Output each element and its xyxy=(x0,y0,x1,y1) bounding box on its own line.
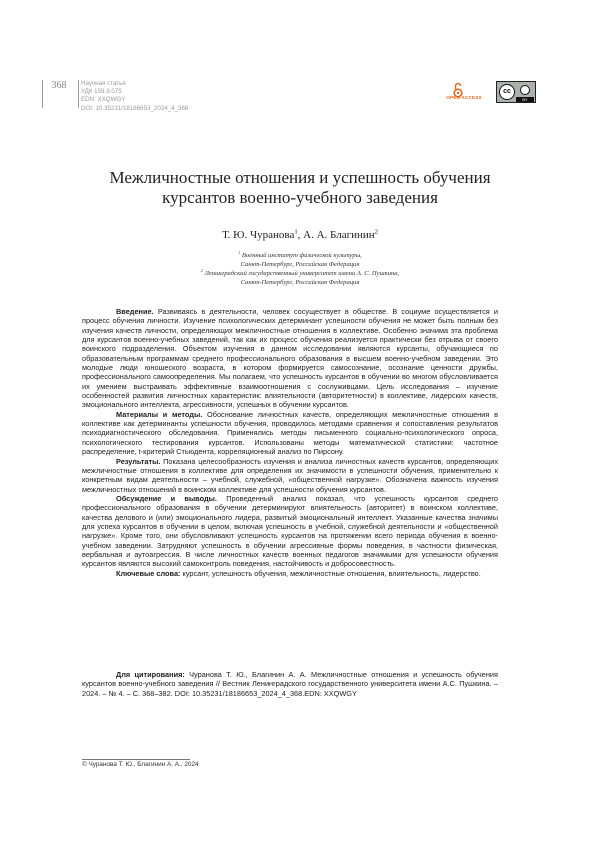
page-header xyxy=(44,80,600,120)
edn-code: EDN: XXQWGY xyxy=(81,96,126,104)
open-access-logo xyxy=(438,82,490,108)
authors xyxy=(60,229,540,241)
affiliation-1-sup: 1 xyxy=(238,249,241,255)
affiliation-2-sup: 2 xyxy=(200,268,203,273)
article-title xyxy=(60,168,540,208)
title-line-2: курсантов военно-учебного заведения xyxy=(162,188,438,207)
citation-label: Для цитирования: xyxy=(116,670,185,679)
section-label: Материалы и методы. xyxy=(116,409,203,419)
article-type: Научная статья xyxy=(81,80,126,87)
affiliations xyxy=(60,251,540,287)
affiliation-1-line-2: Санкт-Петербург, Российская Федерация xyxy=(240,261,360,269)
page-number-divider xyxy=(78,80,79,108)
page-number-divider-left xyxy=(42,80,43,108)
section-text: Показана целесообразность изучения и анализа личностных качеств курсантов, определяющих межличностные отношения в коллективе для определения их значимости в успешности обучения, применительно к конкретным видам деятельности – учебной, служебной, «общественной нагрузке». Обозначена важность изучения межличностных отношений в воинском коллективе для успешности обучения курсантов. xyxy=(82,456,498,494)
article-meta xyxy=(81,80,188,113)
copyright: © Чуранова Т. Ю., Благинин А. А., 2024 xyxy=(82,761,199,768)
citation xyxy=(82,670,498,698)
author-2-sup: 2 xyxy=(374,228,378,236)
author-1: Т. Ю. Чуранова xyxy=(222,229,295,241)
title-line-1: Межличностные отношения и успешность обучения xyxy=(109,168,491,187)
abstract-keywords xyxy=(82,569,498,578)
author-1-sup: 1 xyxy=(294,228,298,236)
abstract-results xyxy=(82,457,498,494)
section-label: Введение. xyxy=(116,307,154,316)
section-label: Обсуждение и выводы. xyxy=(116,493,217,503)
citation-text: Чуранова Т. Ю., Благинин А. А. Межличностные отношения и успешность обучения курсантов военно-учебного заведения // Вестник Ленинградского государственного университета имени А.С. Пушкина. – 2024. – № 4. – С. 368–382. DOI: 10.35231/18186653_2024_4_368.EDN: XXQWGY xyxy=(82,670,498,698)
footer-rule xyxy=(82,759,190,760)
section-text: Развиваясь в деятельности, человек сосуществует в обществе. В социуме осуществляется и процесс обучения личности. Изучение психологических детерминант успешности обучения не может быть полным без изучения качеств личности, определяющих межличностные отношения в коллективе. Особенно значима эта проблема для курсантов военно-учебных заведений, так как их процесс обучения реализуется практически без отрыва от своего воинского подразделения. Объектом изучения в данном исследовании являются курсанты, обучающиеся по образовательным программам среднего профессионального образования в высшем военно-учебном заведении. Это молодые люди юношеского возраста, в котором формируется самосознание, осознание ценности дружбы, профессионального самоопределения. Мы полагаем, что успешность курсантов в обучении во многом обусловливается их умением выстраивать эффективные взаимоотношения с сослуживцами. Цель исследования – изучение особенностей развития личностных характеристик: влиятельности (авторитетности) в коллективе, лидерских качеств, эмоционального интеллекта, агрессивности, успешных в обучении курсантов. xyxy=(82,307,498,410)
abstract xyxy=(82,307,498,578)
cc-by-license-icon[interactable] xyxy=(496,81,536,103)
by-person-icon xyxy=(520,85,530,95)
affiliation-2 xyxy=(60,269,540,287)
section-text: Обоснование личностных качеств, определяющих межличностные отношения в коллективе как детерминанты успешности обучения, проводилось методами сравнения и сопоставления результатов психодиагностического обследования. Применялись методы письменного социально-психологического опроса, психологического тестирования курсантов. Использованы методы математической статистики: частотное распределение, t-критерий Стьюдента, корреляционный анализ по Пирсону. xyxy=(82,409,498,457)
abstract-methods xyxy=(82,410,498,457)
affiliation-1 xyxy=(60,251,540,269)
affiliation-2-line-1: Ленинградский государственный университет имени А. С. Пушкина, xyxy=(204,270,400,278)
doi[interactable]: DOI: 10.35231/18186653_2024_4_368 xyxy=(81,104,189,112)
open-access-label: OPEN ACCESS xyxy=(446,95,482,100)
by-label: BY xyxy=(516,97,534,102)
section-label: Результаты. xyxy=(116,456,161,466)
author-separator: , xyxy=(297,229,304,241)
page-number: 368 xyxy=(51,80,67,91)
affiliation-1-line-1: Военный институт физической культуры, xyxy=(241,252,362,259)
section-text: Проведенный анализ показал, что успешность курсантов среднего профессионального образования в обучении детерминируют влиятельность (авторитет) в воинском коллективе, качества делового и (или) эмоционального лидера, развитый эмоциональный интеллект. Указанные качества значимы для успеха курсантов в обучении в целом, включая успешность в учебной, служебной деятельности и «общественной нагрузке». Кроме того, они обусловливают успешность курсантов на протяжении всего периода обучения в военно-учебном заведении. Затрудняют успешность в обучении агрессивные формы поведения, в частности физическая, вербальная и аутоагрессия. В числе личностных качеств военных педагогов значимыми для успешности обучения курсантов являются высокий самоконтроль поведения, настойчивость и добросовестность. xyxy=(82,493,498,569)
section-text: курсант, успешность обучения, межличностные отношения, влиятельность, лидерство. xyxy=(182,568,481,578)
udc-code: УДК 159.9.075 xyxy=(81,88,122,96)
abstract-discussion xyxy=(82,494,498,569)
section-label: Ключевые слова: xyxy=(116,568,181,578)
cc-icon: cc xyxy=(499,84,515,100)
author-2: А. А. Благинин xyxy=(303,229,375,241)
abstract-introduction xyxy=(82,307,498,410)
affiliation-2-line-2: Санкт-Петербург, Российская Федерация xyxy=(240,279,360,287)
